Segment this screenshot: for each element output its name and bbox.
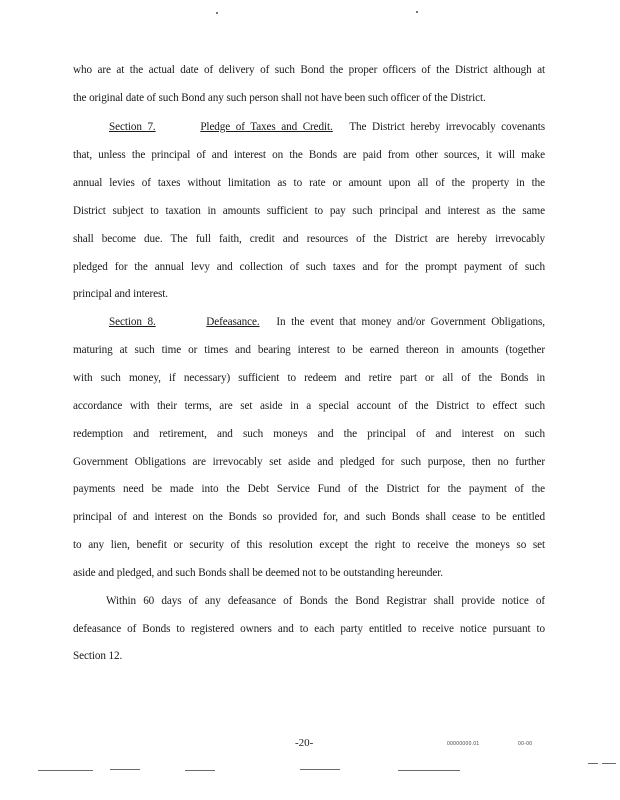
text-line: aside and pledged, and such Bonds shall be deemed not to be outstanding hereunder. [73,567,443,579]
text-line: who are at the actual date of delivery of such Bond the proper officers of the District although at [73,64,545,76]
section-7-text: The District hereby irrevocably covenants [349,121,545,133]
text-line: principal of and interest on the Bonds so provided for, and such Bonds shall cease to be entitled [73,511,545,523]
section-7-number: Section 7. [109,121,156,133]
scan-edge-mark [602,763,616,764]
scan-edge-mark [185,770,215,771]
page-number: -20- [295,737,314,749]
scan-edge-mark [38,770,93,771]
defeasance-notice-line: Within 60 days of any defeasance of Bonds the Bond Registrar shall provide notice of [106,595,545,607]
text-line: principal and interest. [73,288,168,300]
text-line: pledged for the annual levy and collection of such taxes and for the prompt payment of such [73,261,545,273]
text-line: Section 12. [73,650,123,662]
text-line: Government Obligations are irrevocably set aside and pledged for such purpose, then no further [73,456,545,468]
scan-edge-mark [110,769,140,770]
section-8-heading-line [73,315,545,330]
scan-speck [216,12,218,14]
text-line: shall become due. The full faith, credit and resources of the District are hereby irrevocably [73,233,545,245]
section-8-text: In the event that money and/or Government Obligations, [276,316,545,328]
footer-document-code: 00000000.01 [447,741,480,747]
text-line: redemption and retirement, and such moneys and the principal of and interest on such [73,428,545,440]
footer-document-code-suffix: 00-00 [518,741,533,747]
text-line: annual levies of taxes without limitation as to rate or amount upon all of the property in the [73,177,545,189]
section-7-heading-line [73,120,545,135]
section-8-number: Section 8. [109,316,156,328]
text-line: to any lien, benefit or security of this resolution except the right to receive the moneys so set [73,539,545,551]
scan-edge-mark [588,763,598,764]
text-line: defeasance of Bonds to registered owners and to each party entitled to receive notice pursuant to [73,623,545,635]
section-8-title: Defeasance. [206,316,260,328]
section-7-title: Pledge of Taxes and Credit. [200,121,333,133]
text-line: accordance with their terms, are set aside in a special account of the District to effect such [73,400,545,412]
text-line: the original date of such Bond any such person shall not have been such officer of the District. [73,92,486,104]
text-line: maturing at such time or times and bearing interest to be earned thereon in amounts (together [73,344,545,356]
scan-speck [416,11,418,13]
scan-edge-mark [398,770,460,771]
text-line: with such money, if necessary) sufficient to redeem and retire part or all of the Bonds in [73,372,545,384]
text-line: that, unless the principal of and interest on the Bonds are paid from other sources, it will make [73,149,545,161]
text-line: District subject to taxation in amounts sufficient to pay such principal and interest as the same [73,205,545,217]
scan-edge-mark [300,769,340,770]
text-line: payments need be made into the Debt Service Fund of the District for the payment of the [73,483,545,495]
